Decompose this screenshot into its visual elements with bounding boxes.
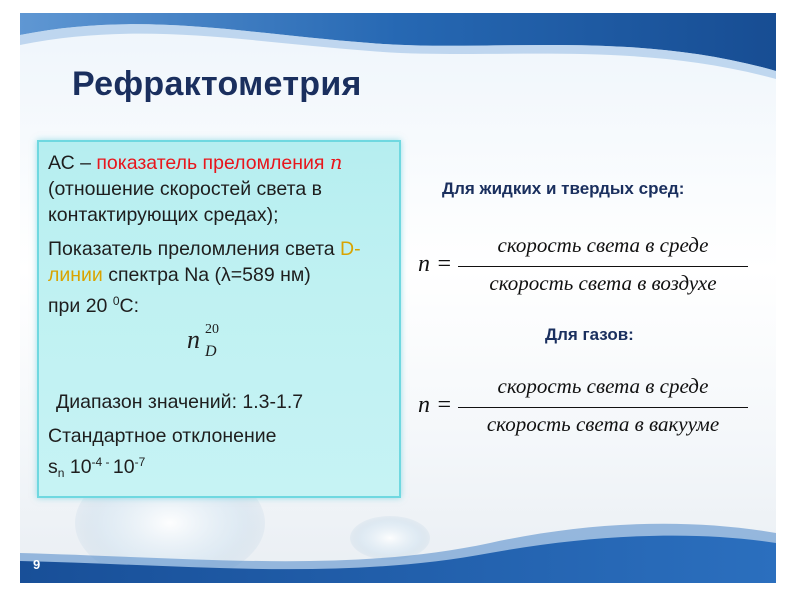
nd-superscript: 20: [205, 322, 219, 337]
stdev-exponent-1: -4: [91, 455, 103, 469]
liquids-fraction-bar: [458, 266, 748, 267]
refractive-index-symbol: n: [329, 151, 343, 174]
gases-formula: [418, 374, 758, 444]
definition-prefix: АС –: [48, 152, 97, 174]
definition-paragraph: [48, 150, 391, 228]
d-line-spectrum: спектра Na (λ=589 нм): [102, 264, 311, 286]
d-line-term: D-линии: [48, 238, 361, 286]
temp-unit: С:: [119, 295, 140, 317]
stdev-dash: -: [102, 455, 113, 469]
d-line-prefix: Показатель преломления света: [48, 238, 341, 260]
nd20-notation: [48, 319, 391, 371]
gases-heading: Для газов:: [545, 325, 634, 344]
liquids-numerator: скорость света в среде: [497, 233, 709, 257]
gases-fraction-bar: [458, 407, 748, 408]
gases-numerator: скорость света в среде: [497, 374, 709, 398]
top-wave: [20, 13, 776, 71]
stdev-base-2: 10: [112, 456, 135, 478]
page-number: 9: [33, 557, 41, 572]
refractive-index-term: показатель преломления: [96, 152, 325, 174]
nd-symbol: n: [187, 325, 200, 354]
degree-superscript: 0: [112, 294, 120, 308]
stdev-base-1: 10: [64, 456, 92, 478]
gases-formula-lhs: n =: [418, 392, 453, 418]
liquids-denominator: скорость света в воздухе: [489, 271, 717, 295]
value-range: Диапазон значений: 1.3-1.7: [56, 391, 304, 413]
d-line-paragraph: [48, 236, 391, 319]
nd-subscript: D: [205, 343, 217, 360]
stdev-paragraph: [48, 423, 391, 486]
water-drop-small: [350, 516, 430, 560]
gases-denominator: скорость света в вакууме: [486, 412, 720, 436]
liquids-formula-lhs: n =: [418, 251, 453, 277]
slide-title: Рефрактометрия: [72, 65, 362, 103]
stdev-exponent-2: -7: [134, 455, 146, 469]
stdev-symbol: s: [48, 456, 58, 478]
definition-rest: (отношение скоростей света в контактирующих средах);: [48, 178, 322, 226]
liquids-heading: Для жидких и твердых сред:: [442, 179, 685, 198]
liquids-formula: [418, 233, 758, 303]
definition-box: [37, 140, 401, 498]
slide: [20, 13, 776, 583]
stdev-subscript: n: [57, 466, 65, 480]
stdev-label: Стандартное отклонение: [48, 425, 277, 447]
d-line-temp-prefix: при 20: [48, 295, 113, 317]
